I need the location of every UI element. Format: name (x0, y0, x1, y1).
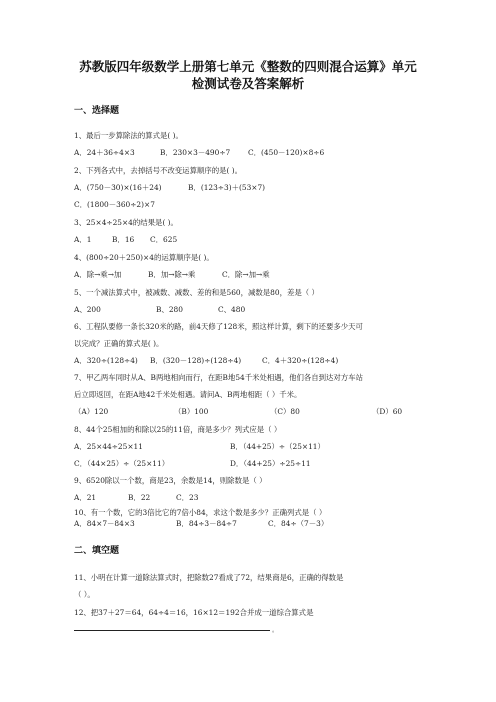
question-6-option-c: C．4＋320÷(128÷4) (262, 356, 339, 365)
question-10-option-b: B．84÷3－84÷7 (176, 519, 237, 528)
question-7-stem-line-2: 后立即返回，在距A地42千米处相遇。请问A、B两地相距（ ）千米。 (74, 390, 302, 399)
question-7-option-b: （B）100 (174, 407, 209, 416)
question-8-option-a: A．25×44÷25×11 (74, 442, 143, 451)
question-1-stem: 1、最后一步算除法的算式是( )。 (74, 131, 183, 140)
question-5-option-b: B、280 (156, 305, 183, 314)
question-4-option-b: B．加→除→乘 (148, 270, 196, 279)
question-6-option-a: A．320÷(128÷4) (74, 356, 138, 365)
question-4-option-c: C．除→加→乘 (222, 270, 270, 279)
question-6-stem-line-2: 以完成？正确的算式是( )。 (74, 339, 164, 348)
question-6-option-b: B．(320－128)÷(128÷4) (150, 356, 242, 365)
question-5-option-c: C、480 (218, 305, 246, 314)
question-9-option-b: B．22 (128, 493, 151, 502)
question-5-option-a: A、200 (74, 305, 101, 314)
question-9-option-a: A．21 (74, 493, 97, 502)
question-10-stem: 10、有一个数，它的3倍比它的7倍小84，求这个数是多少？正确列式是（ ） (74, 508, 327, 517)
question-11-stem-line-1: 11、小明在计算一道除法算式时，把除数27看成了72，结果商是6，正确的得数是 (74, 573, 344, 582)
question-5-stem: 5、一个减法算式中，被减数、减数、差的和是560，减数是80，差是（ ） (74, 288, 319, 297)
question-1-option-a: A．24＋36÷4×3 (74, 148, 135, 157)
title-line-1: 苏教版四年级数学上册第七单元《整数的四则混合运算》单元 (79, 59, 417, 74)
question-1-option-b: B．230×3－490÷7 (160, 148, 231, 157)
question-7-stem-line-1: 7、甲乙两车同时从A、B两地相向而行，在距B地54千米处相遇，他们各自到达对方车站 (74, 373, 363, 382)
question-8-option-b: B．（44+25）÷（25×11） (230, 442, 325, 451)
question-7-option-a: （A）120 (74, 407, 109, 416)
question-3-option-c: C．625 (150, 235, 178, 244)
question-9-option-c: C．23 (176, 493, 199, 502)
question-8-option-d: D．（44+25）÷25÷11 (230, 459, 311, 468)
question-2-option-c: C．(1800－360÷2)×7 (74, 200, 155, 209)
title-line-2: 检测试卷及答案解析 (191, 76, 305, 91)
question-3-option-b: B．16 (112, 235, 135, 244)
question-2-stem: 2、下列各式中，去掉括号不改变运算顺序的是( )。 (74, 166, 243, 175)
question-2-option-b: B．(123÷3)＋(53×7) (188, 183, 266, 192)
question-8-option-c: C．（44×25）÷（25×11） (74, 459, 170, 468)
trailing-period: 。 (272, 627, 279, 634)
question-4-stem: 4、(800÷20＋250)×4的运算顺序是( )。 (74, 253, 214, 262)
answer-blank-line (74, 630, 270, 631)
document-title (60, 58, 436, 92)
question-10-option-c: C．84÷（7－3） (268, 519, 329, 528)
question-11-stem-line-2: （ ）。 (74, 590, 95, 599)
question-9-stem: 9、6520除以一个数，商是23，余数是14，则除数是（ ） (74, 476, 267, 485)
question-4-option-a: A．除→乘→加 (74, 270, 122, 279)
question-8-stem: 8、44个25相加的和除以25的11倍，商是多少？列式应是（ ） (74, 425, 282, 434)
question-1-option-c: C．(450－120)×8÷6 (248, 148, 325, 157)
question-10-option-a: A．84×7－84×3 (74, 519, 135, 528)
question-12-stem: 12、把37＋27＝64，64÷4＝16，16×12＝192合并成一道综合算式是 (74, 608, 314, 617)
section-heading-fill: 二、填空题 (74, 546, 120, 556)
question-6-stem-line-1: 6、工程队要修一条长320米的路，前4天修了128米，照这样计算，剩下的还要多少天可 (74, 322, 363, 331)
question-3-stem: 3、25×4÷25×4的结果是( )。 (74, 218, 178, 227)
question-3-option-a: A．1 (74, 235, 92, 244)
question-7-option-c: （C）80 (270, 407, 300, 416)
section-heading-choice: 一、选择题 (74, 106, 120, 116)
question-7-option-d: （D）60 (372, 407, 403, 416)
question-2-option-a: A．(750－30)×(16＋24) (74, 183, 162, 192)
